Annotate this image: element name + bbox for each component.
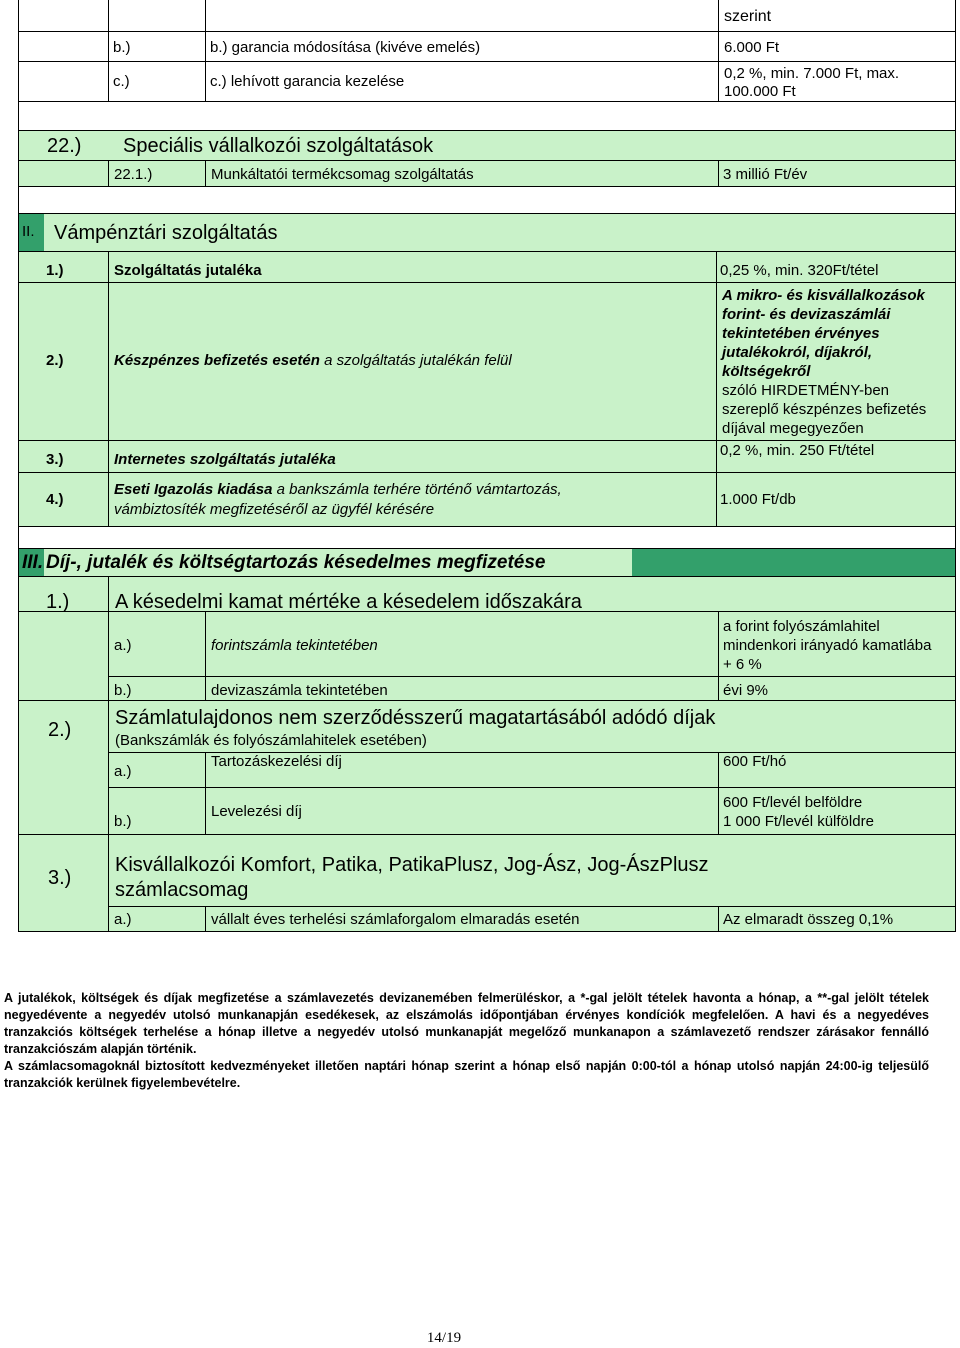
section-title: Speciális vállalkozói szolgáltatások: [123, 135, 434, 157]
row-label: b.): [114, 813, 132, 830]
section-22-spacer: [18, 187, 956, 213]
section-II-spacer: [18, 526, 956, 548]
top-row-b-blank: [18, 32, 108, 62]
row-label: 2.): [46, 352, 64, 369]
top-spacer-row: [18, 102, 956, 130]
section-III-header: [44, 548, 632, 576]
subsection-number: 1.): [46, 591, 70, 613]
top-row-c-label-cell: [108, 62, 205, 102]
section-title: Díj-, jutalék és költségtartozás késedelmes megfizetése: [46, 552, 546, 573]
footnote-paragraph-2: A számlacsomagoknál biztosított kedvezményeket illetően naptári hónap szerint a hónap első napján 0:00-tól a hónap utolsó napján 24:00-ig teljesülő tranzakciók kerülnek figyelembevételre.: [4, 1059, 929, 1090]
top-cell-szerint: szerint: [718, 0, 956, 32]
subsection-fee: 3 millió Ft/év: [723, 166, 808, 183]
subsection-number: 3.): [48, 867, 72, 889]
top-cell-blank-3: [205, 0, 718, 32]
row-label: a.): [114, 763, 132, 780]
subsection-title: A késedelmi kamat mértéke a késedelem időszakára: [115, 591, 582, 613]
subsection-title: Munkáltatói termékcsomag szolgáltatás: [211, 166, 474, 183]
section-number: 22.): [47, 135, 82, 157]
top-row-c-blank: [18, 62, 108, 102]
row-label: b.): [113, 39, 131, 56]
section-22-1-row: [18, 160, 956, 187]
row-label: b.): [114, 682, 132, 699]
footnote-paragraph-1: A jutalékok, költségek és díjak megfizetése a számlavezetés devizanemében felmerüléskor, a *-gal jelölt tételek havonta a hónap, a **-gal jelölt tételek negyedévente a negyedév utolsó munkanapján esedékesek, az elszámolás időpontjában érvényes kondíciók megfelelően. A havi és a negyedéves tranzakciós költségek terhelése a hónap illetve a negyedév utolsó munkanapját megelőző munkanapon a számlavezető rendszer zárásakor fennálló tranzakciószám alapján történik.: [4, 991, 929, 1056]
section-number: III.: [22, 552, 44, 573]
subsection-number: 2.): [48, 719, 72, 741]
subsection-number: 22.1.): [114, 166, 153, 183]
subsection-subtitle: (Bankszámlák és folyószámlahitelek esetében): [115, 732, 427, 749]
top-cell-blank-2: [108, 0, 205, 32]
row-label: c.): [113, 73, 130, 90]
fee-levelezes: 600 Ft/levél belföldre 1 000 Ft/levél külföldre: [723, 794, 874, 830]
top-row-b-fee-cell: 6.000 Ft: [718, 32, 956, 62]
section-number: II.: [22, 223, 35, 240]
top-row-b-label-cell: [108, 32, 205, 62]
top-row-c-fee-cell: 0,2 %, min. 7.000 Ft, max. 100.000 Ft: [718, 62, 956, 102]
row-label: 4.): [46, 491, 64, 508]
row-label: 3.): [46, 451, 64, 468]
row-label: 1.): [46, 262, 64, 279]
row-label: a.): [114, 911, 132, 928]
top-row-b-text-cell: b.) garancia módosítása (kivéve emelés): [205, 32, 718, 62]
section-title: Vámpénztári szolgáltatás: [54, 222, 278, 244]
fee-kamat: a forint folyószámlahitel mindenkori irányadó kamatlába + 6 %: [723, 618, 932, 673]
footnote: [4, 990, 929, 1092]
section-22-header: [18, 130, 956, 160]
top-cell-blank-1: [18, 0, 108, 32]
top-row-c-text-cell: c.) lehívott garancia kezelése: [205, 62, 718, 102]
section-II-header: [44, 213, 956, 251]
subsection-title: Kisvállalkozói Komfort, Patika, PatikaPlusz, Jog-Ász, Jog-ÁszPlusz: [115, 854, 709, 876]
fee-hirdetmeny: A mikro- és kisvállalkozások forint- és devizaszámlái tekintetében érvényes jutalékokról, díjakról, költségekről szóló HIRDETMÉNY-ben szereplő készpénzes befizetés díjával megegyezően: [722, 287, 927, 437]
row-label: a.): [114, 637, 132, 654]
page-number: 14/19: [426, 1330, 462, 1346]
subsection-title-line2: számlacsomag: [115, 879, 249, 901]
subsection-title: Számlatulajdonos nem szerződésszerű magatartásából adódó díjak: [115, 707, 716, 729]
